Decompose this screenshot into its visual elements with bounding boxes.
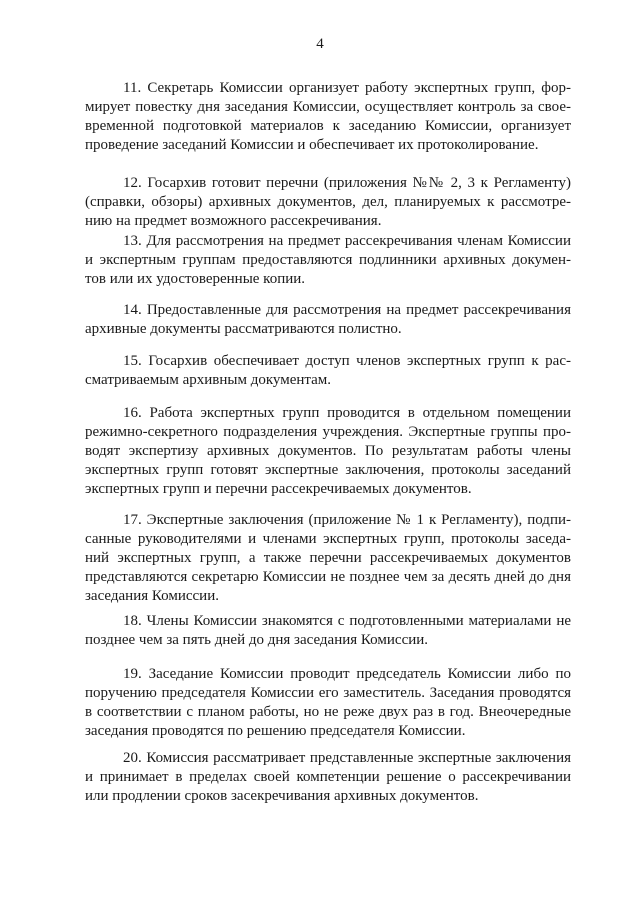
paragraph-11 (85, 79, 571, 155)
paragraph-line: и экспертным группам предоставляются подлинники архивных докумен- (85, 252, 571, 268)
paragraph-line: или продлении сроков засекречивания архивных документов. (85, 788, 479, 804)
paragraph-line: заседания проводятся по решению председателя Комиссии. (85, 723, 466, 739)
paragraph-line: 13. Для рассмотрения на предмет рассекречивания членам Комиссии (123, 233, 571, 249)
paragraph-line: 14. Предоставленные для рассмотрения на предмет рассекречивания (123, 302, 571, 318)
paragraph-20 (85, 749, 571, 806)
paragraph-line: тов или их удостоверенные копии. (85, 271, 306, 287)
paragraph-line: 19. Заседание Комиссии проводит председатель Комиссии либо по (123, 666, 571, 682)
paragraph-line: режимно-секретного подразделения учреждения. Экспертные группы про- (85, 424, 571, 440)
paragraph-17 (85, 511, 571, 606)
paragraph-line: представляются секретарю Комиссии не позднее чем за десять дней до дня (85, 569, 571, 585)
paragraph-line: позднее чем за пять дней до дня заседания Комиссии. (85, 632, 429, 648)
paragraph-line: сматриваемым архивным документам. (85, 372, 332, 388)
paragraph-line: заседания Комиссии. (85, 588, 219, 604)
paragraph-line: (справки, обзоры) архивных документов, дел, планируемых к рассмотре- (85, 194, 571, 210)
paragraph-line: 20. Комиссия рассматривает представленные экспертные заключения (123, 750, 571, 766)
paragraph-line: экспертных групп и перечни рассекречиваемых документов. (85, 481, 472, 497)
paragraph-line: временной подготовкой материалов к заседанию Комиссии, организует (85, 118, 571, 134)
paragraph-line: мирует повестку дня заседания Комиссии, осуществляет контроль за свое- (85, 99, 571, 115)
paragraph-line: в соответствии с планом работы, но не реже двух раз в год. Внеочередные (85, 704, 571, 720)
paragraph-line: архивные документы рассматриваются полистно. (85, 321, 402, 337)
paragraph-line: и принимает в пределах своей компетенции решение о рассекречивании (85, 769, 571, 785)
paragraph-12 (85, 174, 571, 231)
paragraph-line: 12. Госархив готовит перечни (приложения №№ 2, 3 к Регламенту) (123, 175, 571, 191)
paragraph-line: санные руководителями и членами экспертных групп, протоколы заседа- (85, 531, 571, 547)
paragraph-15 (85, 352, 571, 390)
paragraph-16 (85, 404, 571, 499)
paragraph-line: поручению председателя Комиссии его заместитель. Заседания проводятся (85, 685, 571, 701)
paragraph-19 (85, 665, 571, 741)
paragraph-line: ний экспертных групп, а также перечни рассекречиваемых документов (85, 550, 571, 566)
paragraph-line: 18. Члены Комиссии знакомятся с подготовленными материалами не (123, 613, 571, 629)
paragraph-18 (85, 612, 571, 650)
paragraph-line: 11. Секретарь Комиссии организует работу экспертных групп, фор- (123, 80, 571, 96)
page-number: 4 (316, 36, 324, 52)
paragraph-line: нию на предмет возможного рассекречивания. (85, 213, 382, 229)
paragraph-14 (85, 301, 571, 339)
paragraph-line: водят экспертизу архивных документов. По результатам работы члены (85, 443, 571, 459)
paragraph-line: 16. Работа экспертных групп проводится в отдельном помещении (123, 405, 571, 421)
paragraph-line: 15. Госархив обеспечивает доступ членов экспертных групп к рас- (123, 353, 571, 369)
paragraph-13 (85, 232, 571, 289)
paragraph-line: экспертных групп готовят экспертные заключения, протоколы заседаний (85, 462, 571, 478)
paragraph-line: 17. Экспертные заключения (приложение № 1 к Регламенту), подпи- (123, 512, 571, 528)
paragraph-line: проведение заседаний Комиссии и обеспечивает их протоколирование. (85, 137, 539, 153)
